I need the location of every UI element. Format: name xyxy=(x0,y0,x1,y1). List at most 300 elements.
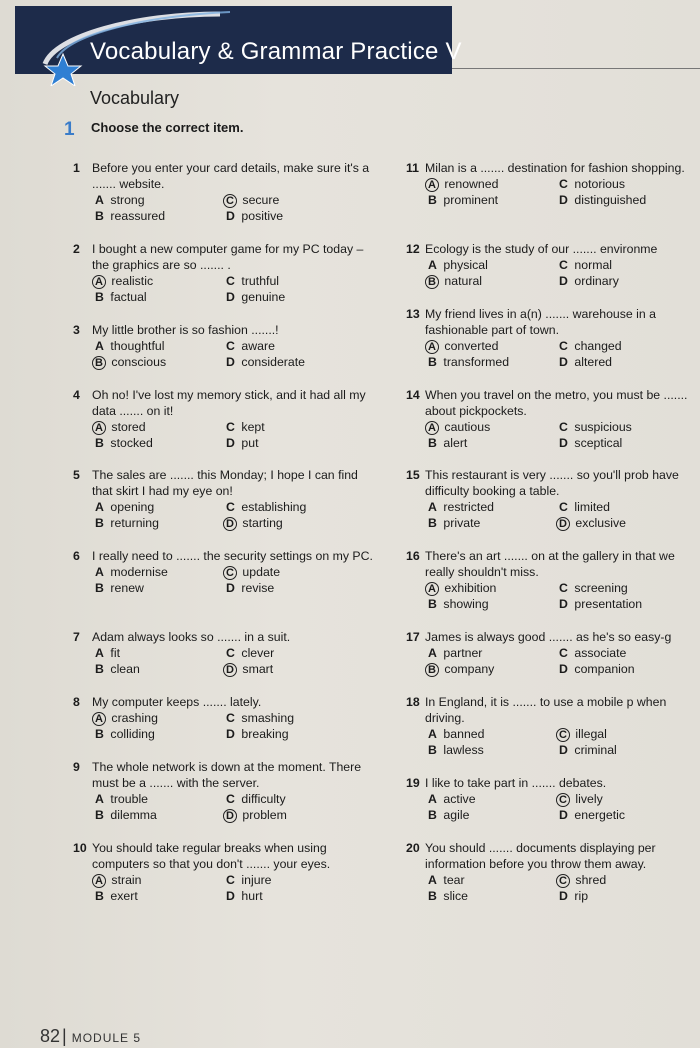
question-stem: Adam always looks so ....... in a suit. xyxy=(92,630,291,644)
option-letter: B xyxy=(95,516,104,530)
option-b[interactable] xyxy=(425,273,482,289)
exercise-instruction: Choose the correct item. xyxy=(91,120,244,135)
option-c[interactable] xyxy=(223,273,279,289)
option-d[interactable] xyxy=(223,208,283,224)
option-letter: D xyxy=(559,436,568,450)
answer-options xyxy=(425,872,700,904)
option-a[interactable] xyxy=(92,872,142,888)
option-letter: B xyxy=(428,516,437,530)
answer-options xyxy=(425,645,700,677)
question-12 xyxy=(406,241,700,289)
question-8 xyxy=(73,694,374,742)
option-text: cautious xyxy=(444,420,491,434)
option-letter: D xyxy=(226,436,235,450)
option-b[interactable] xyxy=(92,354,166,370)
option-b[interactable] xyxy=(92,807,157,823)
option-b[interactable] xyxy=(425,742,484,758)
question-4 xyxy=(73,387,374,451)
option-d[interactable] xyxy=(223,580,274,596)
option-text: limited xyxy=(574,500,610,514)
option-letter: C xyxy=(226,873,235,887)
option-a[interactable] xyxy=(425,580,496,596)
option-text: criminal xyxy=(574,743,617,757)
option-c[interactable] xyxy=(223,710,294,726)
option-text: aware xyxy=(241,339,275,353)
circled-letter: B xyxy=(92,356,106,370)
option-text: lively xyxy=(575,792,603,806)
question-number: 12 xyxy=(406,242,420,256)
option-letter: A xyxy=(95,339,104,353)
option-letter: B xyxy=(95,662,104,676)
option-a[interactable] xyxy=(92,192,145,208)
option-a[interactable] xyxy=(425,645,482,661)
option-letter: D xyxy=(559,662,568,676)
option-text: update xyxy=(242,565,281,579)
option-b[interactable] xyxy=(425,192,498,208)
option-d[interactable] xyxy=(556,742,617,758)
option-b[interactable] xyxy=(425,807,469,823)
answer-options xyxy=(92,710,374,742)
option-letter: A xyxy=(428,500,437,514)
exercise-number: 1 xyxy=(64,119,75,140)
option-text: conscious xyxy=(111,355,167,369)
option-letter: C xyxy=(559,258,568,272)
question-stem: I really need to ....... the security settings on my PC. xyxy=(92,549,373,563)
question-stem: This restaurant is very ....... so you'll prob have difficulty booking a table. xyxy=(425,468,679,498)
option-a[interactable] xyxy=(425,257,488,273)
option-text: difficulty xyxy=(241,792,286,806)
option-text: starting xyxy=(242,516,283,530)
option-letter: A xyxy=(95,646,104,660)
option-letter: C xyxy=(226,339,235,353)
question-number: 3 xyxy=(73,323,80,337)
option-a[interactable] xyxy=(425,791,476,807)
page-number: 82 xyxy=(40,1026,61,1046)
question-number: 19 xyxy=(406,776,420,790)
option-letter: B xyxy=(95,808,104,822)
answer-options xyxy=(92,338,374,370)
option-letter: A xyxy=(428,792,437,806)
question-17 xyxy=(406,629,700,677)
option-d[interactable] xyxy=(223,289,285,305)
option-text: screening xyxy=(574,581,628,595)
option-letter: D xyxy=(559,597,568,611)
option-text: smashing xyxy=(241,711,295,725)
option-a[interactable] xyxy=(425,499,494,515)
answer-options xyxy=(425,726,700,758)
option-text: tear xyxy=(443,873,465,887)
option-d[interactable] xyxy=(556,354,612,370)
option-letter: A xyxy=(428,646,437,660)
option-letter: D xyxy=(226,355,235,369)
answer-options xyxy=(425,257,700,289)
option-text: clean xyxy=(110,662,140,676)
option-letter: B xyxy=(95,436,104,450)
option-d[interactable] xyxy=(556,888,588,904)
option-text: active xyxy=(443,792,476,806)
option-text: transformed xyxy=(443,355,510,369)
answer-options xyxy=(425,580,700,612)
option-a[interactable] xyxy=(92,791,148,807)
option-b[interactable] xyxy=(92,726,155,742)
option-text: thoughtful xyxy=(110,339,165,353)
option-letter: C xyxy=(226,274,235,288)
question-stem: Oh no! I've lost my memory stick, and it had all my data ....... on it! xyxy=(92,388,366,418)
question-9 xyxy=(73,759,374,823)
option-text: lawless xyxy=(443,743,484,757)
option-text: modernise xyxy=(110,565,168,579)
option-text: presentation xyxy=(574,597,643,611)
option-text: trouble xyxy=(110,792,149,806)
option-letter: A xyxy=(95,792,104,806)
option-d[interactable] xyxy=(556,596,642,612)
circled-letter: B xyxy=(425,663,439,677)
option-text: positive xyxy=(241,209,284,223)
question-11 xyxy=(406,160,700,208)
option-letter: D xyxy=(226,290,235,304)
question-19 xyxy=(406,775,700,823)
circled-letter: C xyxy=(556,793,570,807)
option-text: reassured xyxy=(110,209,166,223)
question-stem: In England, it is ....... to use a mobile p when driving. xyxy=(425,695,667,725)
question-number: 15 xyxy=(406,468,420,482)
option-c[interactable] xyxy=(556,419,632,435)
option-c[interactable] xyxy=(556,580,628,596)
answer-options xyxy=(425,791,700,823)
option-text: kept xyxy=(241,420,265,434)
option-text: showing xyxy=(443,597,489,611)
circled-letter: A xyxy=(92,421,106,435)
option-text: strong xyxy=(110,193,145,207)
option-c[interactable] xyxy=(556,176,625,192)
option-text: injure xyxy=(241,873,272,887)
option-c[interactable] xyxy=(556,257,612,273)
option-text: shred xyxy=(575,873,607,887)
option-text: banned xyxy=(443,727,485,741)
option-text: colliding xyxy=(110,727,155,741)
option-letter: A xyxy=(95,500,104,514)
section-title: Vocabulary xyxy=(90,88,180,108)
option-a[interactable] xyxy=(92,419,146,435)
question-20 xyxy=(406,840,700,904)
option-c[interactable] xyxy=(556,872,606,888)
option-letter: B xyxy=(428,193,437,207)
option-d[interactable] xyxy=(223,515,283,531)
option-text: stored xyxy=(111,420,146,434)
option-text: establishing xyxy=(241,500,307,514)
option-letter: B xyxy=(95,727,104,741)
answer-options xyxy=(92,499,374,531)
option-text: revise xyxy=(241,581,275,595)
option-letter: A xyxy=(428,258,437,272)
question-number: 9 xyxy=(73,760,80,774)
question-5 xyxy=(73,467,374,531)
option-text: changed xyxy=(574,339,622,353)
option-text: restricted xyxy=(443,500,494,514)
question-stem: Before you enter your card details, make sure it's a ....... website. xyxy=(92,161,370,191)
option-d[interactable] xyxy=(223,888,263,904)
question-number: 2 xyxy=(73,242,80,256)
option-d[interactable] xyxy=(556,661,635,677)
option-letter: B xyxy=(428,808,437,822)
option-a[interactable] xyxy=(425,726,484,742)
question-stem: There's an art ....... on at the gallery in that we really shouldn't miss. xyxy=(425,549,675,579)
question-number: 8 xyxy=(73,695,80,709)
option-text: renew xyxy=(110,581,144,595)
option-d[interactable] xyxy=(223,661,273,677)
option-text: opening xyxy=(110,500,155,514)
question-number: 5 xyxy=(73,468,80,482)
option-text: illegal xyxy=(575,727,607,741)
option-letter: A xyxy=(428,873,437,887)
option-letter: C xyxy=(559,500,568,514)
option-letter: C xyxy=(559,339,568,353)
option-text: strain xyxy=(111,873,142,887)
module-label: MODULE 5 xyxy=(71,1031,142,1045)
question-number: 6 xyxy=(73,549,80,563)
option-c[interactable] xyxy=(223,338,275,354)
circled-letter: C xyxy=(556,728,570,742)
option-d[interactable] xyxy=(223,726,289,742)
option-letter: C xyxy=(226,500,235,514)
answer-options xyxy=(92,645,374,677)
option-b[interactable] xyxy=(425,435,467,451)
question-number: 1 xyxy=(73,161,80,175)
option-letter: B xyxy=(428,597,437,611)
option-b[interactable] xyxy=(425,515,480,531)
question-stem: The whole network is down at the moment. There must be a ....... with the server. xyxy=(92,760,362,790)
option-b[interactable] xyxy=(92,580,144,596)
question-18 xyxy=(406,694,700,758)
option-text: agile xyxy=(443,808,470,822)
circled-letter: A xyxy=(425,582,439,596)
option-text: sceptical xyxy=(574,436,623,450)
option-text: energetic xyxy=(574,808,626,822)
option-b[interactable] xyxy=(425,596,489,612)
option-b[interactable] xyxy=(92,661,140,677)
question-13 xyxy=(406,306,700,370)
option-a[interactable] xyxy=(92,338,164,354)
answer-options xyxy=(92,564,374,596)
circled-letter: C xyxy=(223,566,237,580)
option-letter: D xyxy=(226,727,235,741)
option-d[interactable] xyxy=(556,192,646,208)
option-letter: D xyxy=(226,581,235,595)
option-b[interactable] xyxy=(425,661,494,677)
option-text: exclusive xyxy=(575,516,626,530)
option-d[interactable] xyxy=(556,435,622,451)
option-a[interactable] xyxy=(425,338,498,354)
option-text: slice xyxy=(443,889,469,903)
option-letter: B xyxy=(428,355,437,369)
circled-letter: D xyxy=(556,517,570,531)
option-b[interactable] xyxy=(92,435,153,451)
option-text: rip xyxy=(574,889,589,903)
option-b[interactable] xyxy=(425,888,468,904)
option-letter: D xyxy=(559,355,568,369)
question-number: 4 xyxy=(73,388,80,402)
option-c[interactable] xyxy=(556,499,610,515)
circled-letter: A xyxy=(92,275,106,289)
answer-options xyxy=(92,192,374,224)
circled-letter: A xyxy=(92,874,106,888)
option-text: fit xyxy=(110,646,120,660)
option-a[interactable] xyxy=(92,273,153,289)
option-text: breaking xyxy=(241,727,289,741)
answer-options xyxy=(92,419,374,451)
option-a[interactable] xyxy=(92,645,120,661)
option-text: smart xyxy=(242,662,274,676)
option-text: companion xyxy=(574,662,635,676)
option-a[interactable] xyxy=(92,564,168,580)
circled-letter: D xyxy=(223,809,237,823)
answer-options xyxy=(425,176,700,208)
question-stem: I bought a new computer game for my PC today – the graphics are so ....... . xyxy=(92,242,364,272)
option-a[interactable] xyxy=(425,176,498,192)
question-stem: My computer keeps ....... lately. xyxy=(92,695,262,709)
option-letter: C xyxy=(559,420,568,434)
question-stem: The sales are ....... this Monday; I hope I can find that skirt I had my eye on! xyxy=(92,468,358,498)
question-3 xyxy=(73,322,374,370)
option-letter: D xyxy=(559,808,568,822)
option-letter: A xyxy=(428,727,437,741)
option-c[interactable] xyxy=(223,419,265,435)
option-text: considerate xyxy=(241,355,305,369)
option-c[interactable] xyxy=(556,726,607,742)
option-letter: B xyxy=(95,581,104,595)
option-letter: C xyxy=(559,581,568,595)
option-d[interactable] xyxy=(556,515,626,531)
option-c[interactable] xyxy=(223,645,274,661)
option-letter: D xyxy=(559,889,568,903)
option-c[interactable] xyxy=(223,872,272,888)
option-d[interactable] xyxy=(556,807,625,823)
option-c[interactable] xyxy=(556,791,603,807)
option-text: private xyxy=(443,516,481,530)
option-letter: B xyxy=(95,889,104,903)
option-letter: A xyxy=(95,193,104,207)
option-letter: D xyxy=(226,209,235,223)
option-letter: D xyxy=(559,274,568,288)
option-text: clever xyxy=(241,646,275,660)
option-letter: C xyxy=(226,646,235,660)
option-text: exhibition xyxy=(444,581,497,595)
option-text: associate xyxy=(574,646,627,660)
option-text: prominent xyxy=(443,193,499,207)
option-b[interactable] xyxy=(92,515,159,531)
option-d[interactable] xyxy=(223,354,305,370)
question-stem: You should take regular breaks when using computers so that you don't ....... your eyes. xyxy=(92,841,331,871)
option-c[interactable] xyxy=(223,499,306,515)
option-text: realistic xyxy=(111,274,154,288)
option-c[interactable] xyxy=(556,338,622,354)
option-text: partner xyxy=(443,646,483,660)
question-2 xyxy=(73,241,374,305)
circled-letter: A xyxy=(92,712,106,726)
question-16 xyxy=(406,548,700,612)
option-letter: D xyxy=(226,889,235,903)
option-c[interactable] xyxy=(223,791,286,807)
circled-letter: B xyxy=(425,275,439,289)
option-text: normal xyxy=(574,258,613,272)
option-b[interactable] xyxy=(425,354,509,370)
option-text: alert xyxy=(443,436,468,450)
circled-letter: D xyxy=(223,517,237,531)
answer-options xyxy=(425,338,700,370)
question-number: 13 xyxy=(406,307,420,321)
option-letter: C xyxy=(226,792,235,806)
option-letter: C xyxy=(559,177,568,191)
question-number: 14 xyxy=(406,388,420,402)
circled-letter: D xyxy=(223,663,237,677)
option-text: secure xyxy=(242,193,280,207)
option-a[interactable] xyxy=(425,872,465,888)
answer-options xyxy=(425,419,700,451)
option-b[interactable] xyxy=(92,208,165,224)
question-6 xyxy=(73,548,374,596)
question-stem: James is always good ....... as he's so easy-g xyxy=(425,630,672,644)
question-number: 20 xyxy=(406,841,420,855)
answer-options xyxy=(92,273,374,305)
option-a[interactable] xyxy=(92,710,158,726)
option-text: problem xyxy=(242,808,287,822)
option-text: exert xyxy=(110,889,138,903)
circled-letter: C xyxy=(556,874,570,888)
option-text: hurt xyxy=(241,889,263,903)
question-stem: You should ....... documents displaying per information before you throw them away. xyxy=(425,841,656,871)
option-text: crashing xyxy=(111,711,158,725)
question-7 xyxy=(73,629,374,677)
page-title: Vocabulary & Grammar Practice V xyxy=(90,38,462,65)
option-a[interactable] xyxy=(92,499,154,515)
option-b[interactable] xyxy=(92,888,138,904)
question-number: 17 xyxy=(406,630,420,644)
question-stem: Milan is a ....... destination for fashion shopping. xyxy=(425,161,685,175)
option-text: notorious xyxy=(574,177,626,191)
question-number: 7 xyxy=(73,630,80,644)
option-text: distinguished xyxy=(574,193,647,207)
option-c[interactable] xyxy=(223,564,280,580)
answer-options xyxy=(425,499,700,531)
question-1 xyxy=(73,160,374,224)
option-d[interactable] xyxy=(556,273,619,289)
option-text: dilemma xyxy=(110,808,157,822)
question-10 xyxy=(73,840,374,904)
option-letter: A xyxy=(95,565,104,579)
option-text: stocked xyxy=(110,436,153,450)
question-stem: My friend lives in a(n) ....... warehouse in a fashionable part of town. xyxy=(425,307,657,337)
option-text: altered xyxy=(574,355,613,369)
circled-letter: A xyxy=(425,178,439,192)
option-text: genuine xyxy=(241,290,286,304)
option-c[interactable] xyxy=(223,192,279,208)
option-letter: C xyxy=(559,646,568,660)
option-c[interactable] xyxy=(556,645,626,661)
option-letter: D xyxy=(559,743,568,757)
question-15 xyxy=(406,467,700,531)
option-d[interactable] xyxy=(223,807,287,823)
option-b[interactable] xyxy=(92,289,147,305)
option-d[interactable] xyxy=(223,435,259,451)
option-letter: B xyxy=(428,436,437,450)
option-letter: B xyxy=(95,290,104,304)
question-number: 11 xyxy=(406,161,419,175)
option-letter: B xyxy=(428,743,437,757)
option-letter: D xyxy=(559,193,568,207)
option-a[interactable] xyxy=(425,419,490,435)
question-stem: When you travel on the metro, you must be ....... about pickpockets. xyxy=(425,388,688,418)
option-text: factual xyxy=(110,290,147,304)
